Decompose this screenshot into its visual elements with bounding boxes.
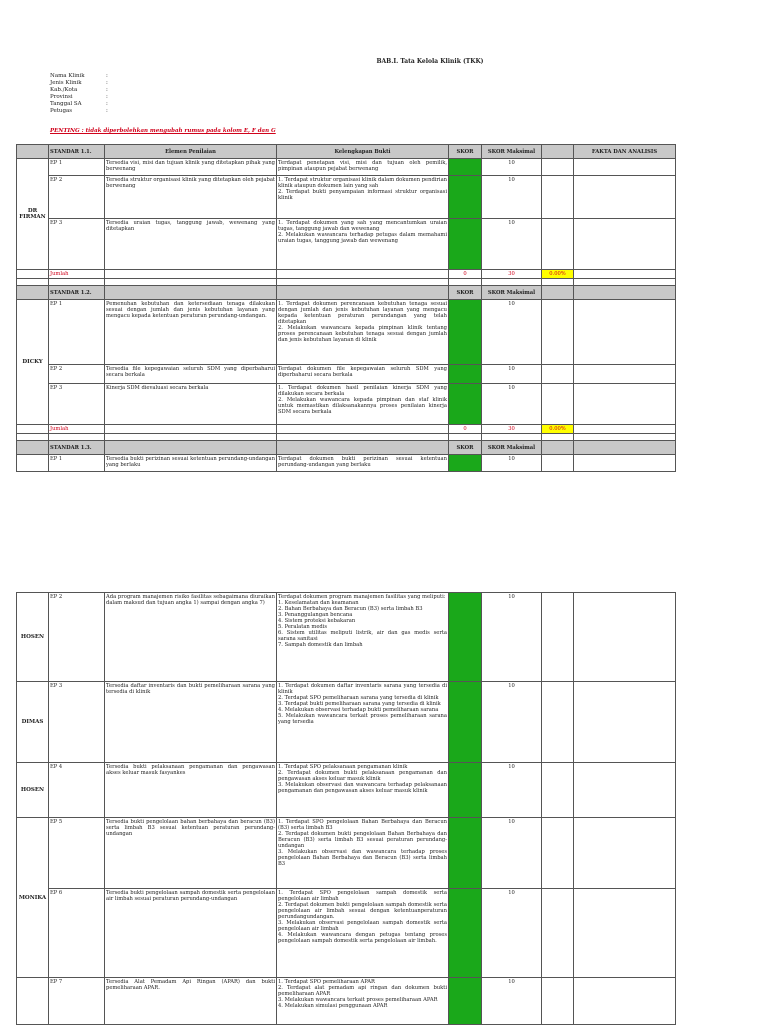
bukti-cell: 1. Terdapat SPO pengelolaan sampah domestik serta pengelolaan air limbah 2. Terdapat dokumen bukti pengelolaan sampah domestik serta pengelolaan air limbah sesuai dengan ketentuanperaturan perundangundangan. 3. Melakukan observasi pengelolaan sampah domestik serta pengelolaan air limbah 4. Melakukan wawancara dengan petugas tentang proses pengelolaan sampah domestik serta pengelolaan air limbah. bbox=[277, 889, 449, 978]
ep-label: EP 2 bbox=[49, 365, 105, 384]
empty-cell bbox=[574, 270, 676, 279]
jumlah-skor: 0 bbox=[449, 425, 482, 434]
jumlah-percent: 0.00% bbox=[542, 425, 574, 434]
elemen-cell: Tersedia bukti pengelolaan bahan berbahaya dan beracun (B3) serta limbah B3 sesuai ketentuan peraturan perundang-undangan bbox=[105, 818, 277, 889]
skor-input[interactable] bbox=[449, 300, 482, 365]
skor-max-cell: 10 bbox=[482, 818, 542, 889]
assessor-name: MONIKA bbox=[17, 818, 49, 978]
elemen-header: Elemen Penilaian bbox=[105, 145, 277, 159]
standar-header bbox=[17, 145, 676, 159]
extra-cell[interactable] bbox=[542, 682, 574, 763]
fakta-header: FAKTA DAN ANALISIS bbox=[574, 145, 676, 159]
ep-label: EP 3 bbox=[49, 682, 105, 763]
elemen-header bbox=[105, 441, 277, 455]
fakta-cell[interactable] bbox=[574, 978, 676, 1025]
skor-input[interactable] bbox=[449, 384, 482, 425]
meta-separator: : bbox=[106, 73, 108, 79]
empty-cell bbox=[17, 270, 49, 279]
spacer-row bbox=[17, 279, 676, 286]
elemen-cell: Tersedia file kepegawaian seluruh SDM yang diperbaharui secara berkala bbox=[105, 365, 277, 384]
empty-cell bbox=[17, 286, 49, 300]
meta-separator: : bbox=[106, 101, 108, 107]
skor-input[interactable] bbox=[449, 455, 482, 472]
fakta-cell[interactable] bbox=[574, 455, 676, 472]
empty-cell bbox=[49, 434, 105, 441]
meta-row bbox=[50, 87, 108, 94]
elemen-cell: Tersedia uraian tugas, tanggung jawab, wewenang yang ditetapkan bbox=[105, 219, 277, 270]
bukti-header: Kelengkapan Bukti bbox=[277, 145, 449, 159]
fakta-cell[interactable] bbox=[574, 593, 676, 682]
extra-cell[interactable] bbox=[542, 176, 574, 219]
elemen-cell: Ada program manajemen risiko fasilitas sebagaimana diuraikan dalam maksud dan tujuan angka 1) sampai dengan angka 7) bbox=[105, 593, 277, 682]
meta-row bbox=[50, 101, 108, 108]
empty-cell bbox=[277, 279, 449, 286]
empty-cell bbox=[277, 425, 449, 434]
assessment-table-1 bbox=[16, 144, 676, 472]
skor-input[interactable] bbox=[449, 159, 482, 176]
bukti-cell: 1. Terdapat struktur organisasi klinik dalam dokumen pendirian klinik ataupun dokumen lain yang sah 2. Terdapat bukti penyampaian informasi struktur organisasi klinik bbox=[277, 176, 449, 219]
assessor-name: HOSEN bbox=[17, 763, 49, 818]
fakta-cell[interactable] bbox=[574, 682, 676, 763]
ep-row bbox=[17, 763, 676, 818]
meta-row bbox=[50, 80, 108, 87]
jumlah-skor: 0 bbox=[449, 270, 482, 279]
empty-cell bbox=[17, 145, 49, 159]
skor-max-cell: 10 bbox=[482, 455, 542, 472]
bukti-cell: 1. Terdapat dokumen yang sah yang mencantumkan uraian tugas, tanggung jawab dan wewenang 2. Melakukan wawancara terhadap petugas dalam memahami uraian tugas, tanggung jawab dan wewenang bbox=[277, 219, 449, 270]
ep-row bbox=[17, 889, 676, 978]
extra-cell[interactable] bbox=[542, 384, 574, 425]
ep-label: EP 2 bbox=[49, 593, 105, 682]
meta-row bbox=[50, 73, 108, 80]
elemen-cell: Pemenuhan kebutuhan dan ketersediaan tenaga dilakukan sesuai dengan jumlah dan jenis kebutuhan layanan yang mengacu kepada ketentuan peraturan perundang-undangan. bbox=[105, 300, 277, 365]
ep-label: EP 4 bbox=[49, 763, 105, 818]
meta-row bbox=[50, 108, 108, 115]
extra-cell[interactable] bbox=[542, 818, 574, 889]
meta-row bbox=[50, 94, 108, 101]
empty-cell bbox=[17, 279, 49, 286]
jumlah-row bbox=[17, 425, 676, 434]
extra-cell[interactable] bbox=[542, 219, 574, 270]
ep-label: EP 5 bbox=[49, 818, 105, 889]
jumlah-row bbox=[17, 270, 676, 279]
meta-label: Jenis Klinik bbox=[50, 80, 82, 86]
extra-cell[interactable] bbox=[542, 300, 574, 365]
elemen-cell: Tersedia bukti pengelolaan sampah domestik serta pengelolaan air limbah sesuai peraturan perundang-undangan bbox=[105, 889, 277, 978]
elemen-cell: Tersedia bukti pelaksanaan pengamanan dan pengawasan akses keluar masuk fasyankes bbox=[105, 763, 277, 818]
extra-cell[interactable] bbox=[542, 889, 574, 978]
ep-label: EP 3 bbox=[49, 219, 105, 270]
fakta-header bbox=[574, 441, 676, 455]
bukti-cell: 1. Terdapat dokumen perencanaan kebutuhan tenaga sesuai dengan jumlah dan jenis kebutuhan layanan yang mengacu kepada ketentuan peraturan perundangan yang telah ditetapkan 2. Melakukan wawancara kepada pimpinan klinik tentang proses perencanaan kebutuhan tenaga sesuai dengan jumlah dan jenis kebutuhan layanan di klinik bbox=[277, 300, 449, 365]
skor-input[interactable] bbox=[449, 889, 482, 978]
skor-max-header: SKOR Maksimal bbox=[482, 145, 542, 159]
bukti-cell: 1. Terdapat dokumen daftar inventaris sarana yang tersedia di klinik 2. Terdapat SPO pemeliharaan sarana yang tersedia di klinik 3. Terdapat bukti pemeliharaan sarana yang tersedia di klinik 4. Melakukan observasi terhadap bukti pemeliharaan sarana 5. Melakukan wawancara terkait proses pemeliharaan sarana yang tersedia bbox=[277, 682, 449, 763]
extra-cell[interactable] bbox=[542, 978, 574, 1025]
extra-cell[interactable] bbox=[542, 159, 574, 176]
extra-cell[interactable] bbox=[542, 763, 574, 818]
elemen-cell: Tersedia Alat Pemadam Api Ringan (APAR) dan bukti pemeliharaan APAR. bbox=[105, 978, 277, 1025]
empty-cell bbox=[17, 434, 49, 441]
fakta-cell[interactable] bbox=[574, 219, 676, 270]
ep-label: EP 1 bbox=[49, 300, 105, 365]
ep-row bbox=[17, 176, 676, 219]
bukti-cell: 1. Terdapat SPO pengelolaan Bahan Berbahaya dan Beracun (B3) serta limbah B3 2. Terdapat dokumen bukti pengelolaan Bahan Berbahaya dan Beracun (B3) serta limbah B3 sesuai peraturan perundang-undangan 3. Melakukan observasi dan wawancara terhadap proses pengelolaan Bahan Berbahaya dan Beracun (B3) serta limbah B3 bbox=[277, 818, 449, 889]
assessor-name: HOSEN bbox=[17, 593, 49, 682]
extra-cell[interactable] bbox=[542, 455, 574, 472]
empty-cell bbox=[542, 286, 574, 300]
ep-row bbox=[17, 978, 676, 1025]
ep-label: EP 2 bbox=[49, 176, 105, 219]
skor-input[interactable] bbox=[449, 818, 482, 889]
skor-max-cell: 10 bbox=[482, 159, 542, 176]
skor-max-cell: 10 bbox=[482, 176, 542, 219]
ep-row bbox=[17, 219, 676, 270]
empty-cell bbox=[105, 425, 277, 434]
skor-header: SKOR bbox=[449, 145, 482, 159]
skor-max-cell: 10 bbox=[482, 219, 542, 270]
bukti-cell: Terdapat dokumen program manajemen fasilitas yang meliputi: 1. Keselamatan dan keamanan 2. Bahan Berbahaya dan Beracun (B3) serta limbah B3 3. Penanggulangan bencana 4. Sistem proteksi kebakaran 5. Peralatan medis 6. Sistem utilitas meliputi listrik, air dan gas medis serta sarana sanitasi 7. Sampah domestik dan limbah bbox=[277, 593, 449, 682]
jumlah-max: 30 bbox=[482, 270, 542, 279]
jumlah-label: Jumlah bbox=[49, 425, 105, 434]
empty-cell bbox=[105, 279, 277, 286]
skor-header: SKOR bbox=[449, 286, 482, 300]
empty-cell bbox=[449, 434, 482, 441]
ep-row bbox=[17, 682, 676, 763]
skor-input[interactable] bbox=[449, 593, 482, 682]
fakta-cell[interactable] bbox=[574, 889, 676, 978]
meta-label: Provinsi bbox=[50, 94, 73, 100]
elemen-cell: Tersedia struktur organisasi klinik yang ditetapkan oleh pejabat berwenang bbox=[105, 176, 277, 219]
standar-header bbox=[17, 286, 676, 300]
empty-cell bbox=[277, 270, 449, 279]
bukti-cell: Terdapat dokumen file kepegawaian seluruh SDM yang diperbaharui secara berkala bbox=[277, 365, 449, 384]
meta-label: Nama Klinik bbox=[50, 73, 85, 79]
ep-label: EP 7 bbox=[49, 978, 105, 1025]
assessor-name bbox=[17, 978, 49, 1025]
bukti-cell: 1. Terdapat SPO pelaksanaan pengamanan klinik 2. Terdapat dokumen bukti pelaksanaan pengamanan dan pengawasan akses keluar masuk klinik 3. Melakukan observasi dan wawancara terhadap pelaksanaan pengamanan dan pengawasan akses keluar masuk klinik bbox=[277, 763, 449, 818]
skor-max-cell: 10 bbox=[482, 763, 542, 818]
empty-cell bbox=[542, 279, 574, 286]
empty-cell bbox=[574, 434, 676, 441]
meta-label: Petugas bbox=[50, 108, 73, 114]
fakta-cell[interactable] bbox=[574, 818, 676, 889]
skor-max-header: SKOR Maksimal bbox=[482, 286, 542, 300]
fakta-header bbox=[574, 286, 676, 300]
skor-input[interactable] bbox=[449, 978, 482, 1025]
skor-max-cell: 10 bbox=[482, 384, 542, 425]
fakta-cell[interactable] bbox=[574, 159, 676, 176]
empty-cell bbox=[482, 434, 542, 441]
skor-input[interactable] bbox=[449, 219, 482, 270]
empty-cell bbox=[574, 425, 676, 434]
elemen-cell: Tersedia bukti perizinan sesuai ketentuan perundang-undangan yang berlaku bbox=[105, 455, 277, 472]
fakta-cell[interactable] bbox=[574, 763, 676, 818]
ep-row bbox=[17, 300, 676, 365]
empty-cell bbox=[17, 441, 49, 455]
clinic-meta bbox=[50, 73, 108, 115]
empty-cell bbox=[542, 434, 574, 441]
empty-cell bbox=[105, 434, 277, 441]
skor-input[interactable] bbox=[449, 763, 482, 818]
assessor-name: DIMAS bbox=[17, 682, 49, 763]
bukti-cell: 1. Terdapat SPO pemeliharaan APAR 2. Terdapat alat pemadam api ringan dan dokumen bukti pemeliharaan APAR 3. Melakukan wawancara terkait proses pemeliharaan APAR 4. Melakukan simulasi penggunaan APAR bbox=[277, 978, 449, 1025]
empty-cell bbox=[17, 425, 49, 434]
standar-header bbox=[17, 441, 676, 455]
ep-row bbox=[17, 593, 676, 682]
ep-row bbox=[17, 365, 676, 384]
bukti-cell: Terdapat penetapan visi, misi dan tujuan oleh pemilik, pimpinan ataupun pejabat berwenang bbox=[277, 159, 449, 176]
assessor-name bbox=[17, 455, 49, 472]
meta-separator: : bbox=[106, 108, 108, 114]
skor-max-cell: 10 bbox=[482, 978, 542, 1025]
fakta-cell[interactable] bbox=[574, 365, 676, 384]
skor-input[interactable] bbox=[449, 176, 482, 219]
empty-cell bbox=[277, 434, 449, 441]
bukti-header bbox=[277, 441, 449, 455]
meta-label: Kab./Kota bbox=[50, 87, 78, 93]
standar-label: STANDAR 1.3. bbox=[49, 441, 105, 455]
meta-separator: : bbox=[106, 94, 108, 100]
ep-row bbox=[17, 159, 676, 176]
ep-label: EP 6 bbox=[49, 889, 105, 978]
empty-cell bbox=[482, 279, 542, 286]
ep-row bbox=[17, 384, 676, 425]
standar-label: STANDAR 1.2. bbox=[49, 286, 105, 300]
bukti-cell: Terdapat dokumen bukti perizinan sesuai ketentuan perundang-undangan yang berlaku bbox=[277, 455, 449, 472]
ep-label: EP 1 bbox=[49, 455, 105, 472]
empty-cell bbox=[574, 279, 676, 286]
ep-label: EP 1 bbox=[49, 159, 105, 176]
skor-max-header: SKOR Maksimal bbox=[482, 441, 542, 455]
fakta-cell[interactable] bbox=[574, 384, 676, 425]
jumlah-label: Jumlah bbox=[49, 270, 105, 279]
empty-cell bbox=[105, 270, 277, 279]
meta-separator: : bbox=[106, 87, 108, 93]
skor-input[interactable] bbox=[449, 365, 482, 384]
warning-note: PENTING : tidak diperbolehkan mengubah rumus pada kolom E, F dan G bbox=[50, 128, 276, 134]
assessor-name: DR FIRMAN bbox=[17, 159, 49, 270]
meta-separator: : bbox=[106, 80, 108, 86]
ep-row bbox=[17, 818, 676, 889]
ep-label: EP 3 bbox=[49, 384, 105, 425]
empty-cell bbox=[542, 145, 574, 159]
empty-cell bbox=[449, 279, 482, 286]
elemen-cell: Tersedia daftar inventaris dan bukti pemeliharaan sarana yang tersedia di klinik bbox=[105, 682, 277, 763]
skor-header: SKOR bbox=[449, 441, 482, 455]
elemen-cell: Kinerja SDM dievaluasi secara berkala bbox=[105, 384, 277, 425]
jumlah-max: 30 bbox=[482, 425, 542, 434]
ep-row bbox=[17, 455, 676, 472]
skor-max-cell: 10 bbox=[482, 889, 542, 978]
empty-cell bbox=[542, 441, 574, 455]
fakta-cell[interactable] bbox=[574, 176, 676, 219]
skor-max-cell: 10 bbox=[482, 593, 542, 682]
meta-label: Tanggal SA bbox=[50, 101, 82, 107]
fakta-cell[interactable] bbox=[574, 300, 676, 365]
bukti-cell: 1. Terdapat dokumen hasil penilaian kinerja SDM yang dilakukan secara berkala 2. Melakukan wawancara kepada pimpinan dan staf klinik untuk memastikan dilaksanakannya proses penilaian kinerja SDM secara berkala bbox=[277, 384, 449, 425]
elemen-cell: Tersedia visi, misi dan tujuan klinik yang ditetapkan pihak yang berwenang bbox=[105, 159, 277, 176]
extra-cell[interactable] bbox=[542, 593, 574, 682]
jumlah-percent: 0.00% bbox=[542, 270, 574, 279]
spacer-row bbox=[17, 434, 676, 441]
skor-input[interactable] bbox=[449, 682, 482, 763]
assessor-name: DICKY bbox=[17, 300, 49, 425]
skor-max-cell: 10 bbox=[482, 365, 542, 384]
assessment-table-2 bbox=[16, 592, 676, 1025]
page-title: BAB.I. Tata Kelola Klinik (TKK) bbox=[376, 58, 484, 65]
skor-max-cell: 10 bbox=[482, 300, 542, 365]
empty-cell bbox=[49, 279, 105, 286]
bukti-header bbox=[277, 286, 449, 300]
standar-label: STANDAR 1.1. bbox=[49, 145, 105, 159]
skor-max-cell: 10 bbox=[482, 682, 542, 763]
elemen-header bbox=[105, 286, 277, 300]
extra-cell[interactable] bbox=[542, 365, 574, 384]
